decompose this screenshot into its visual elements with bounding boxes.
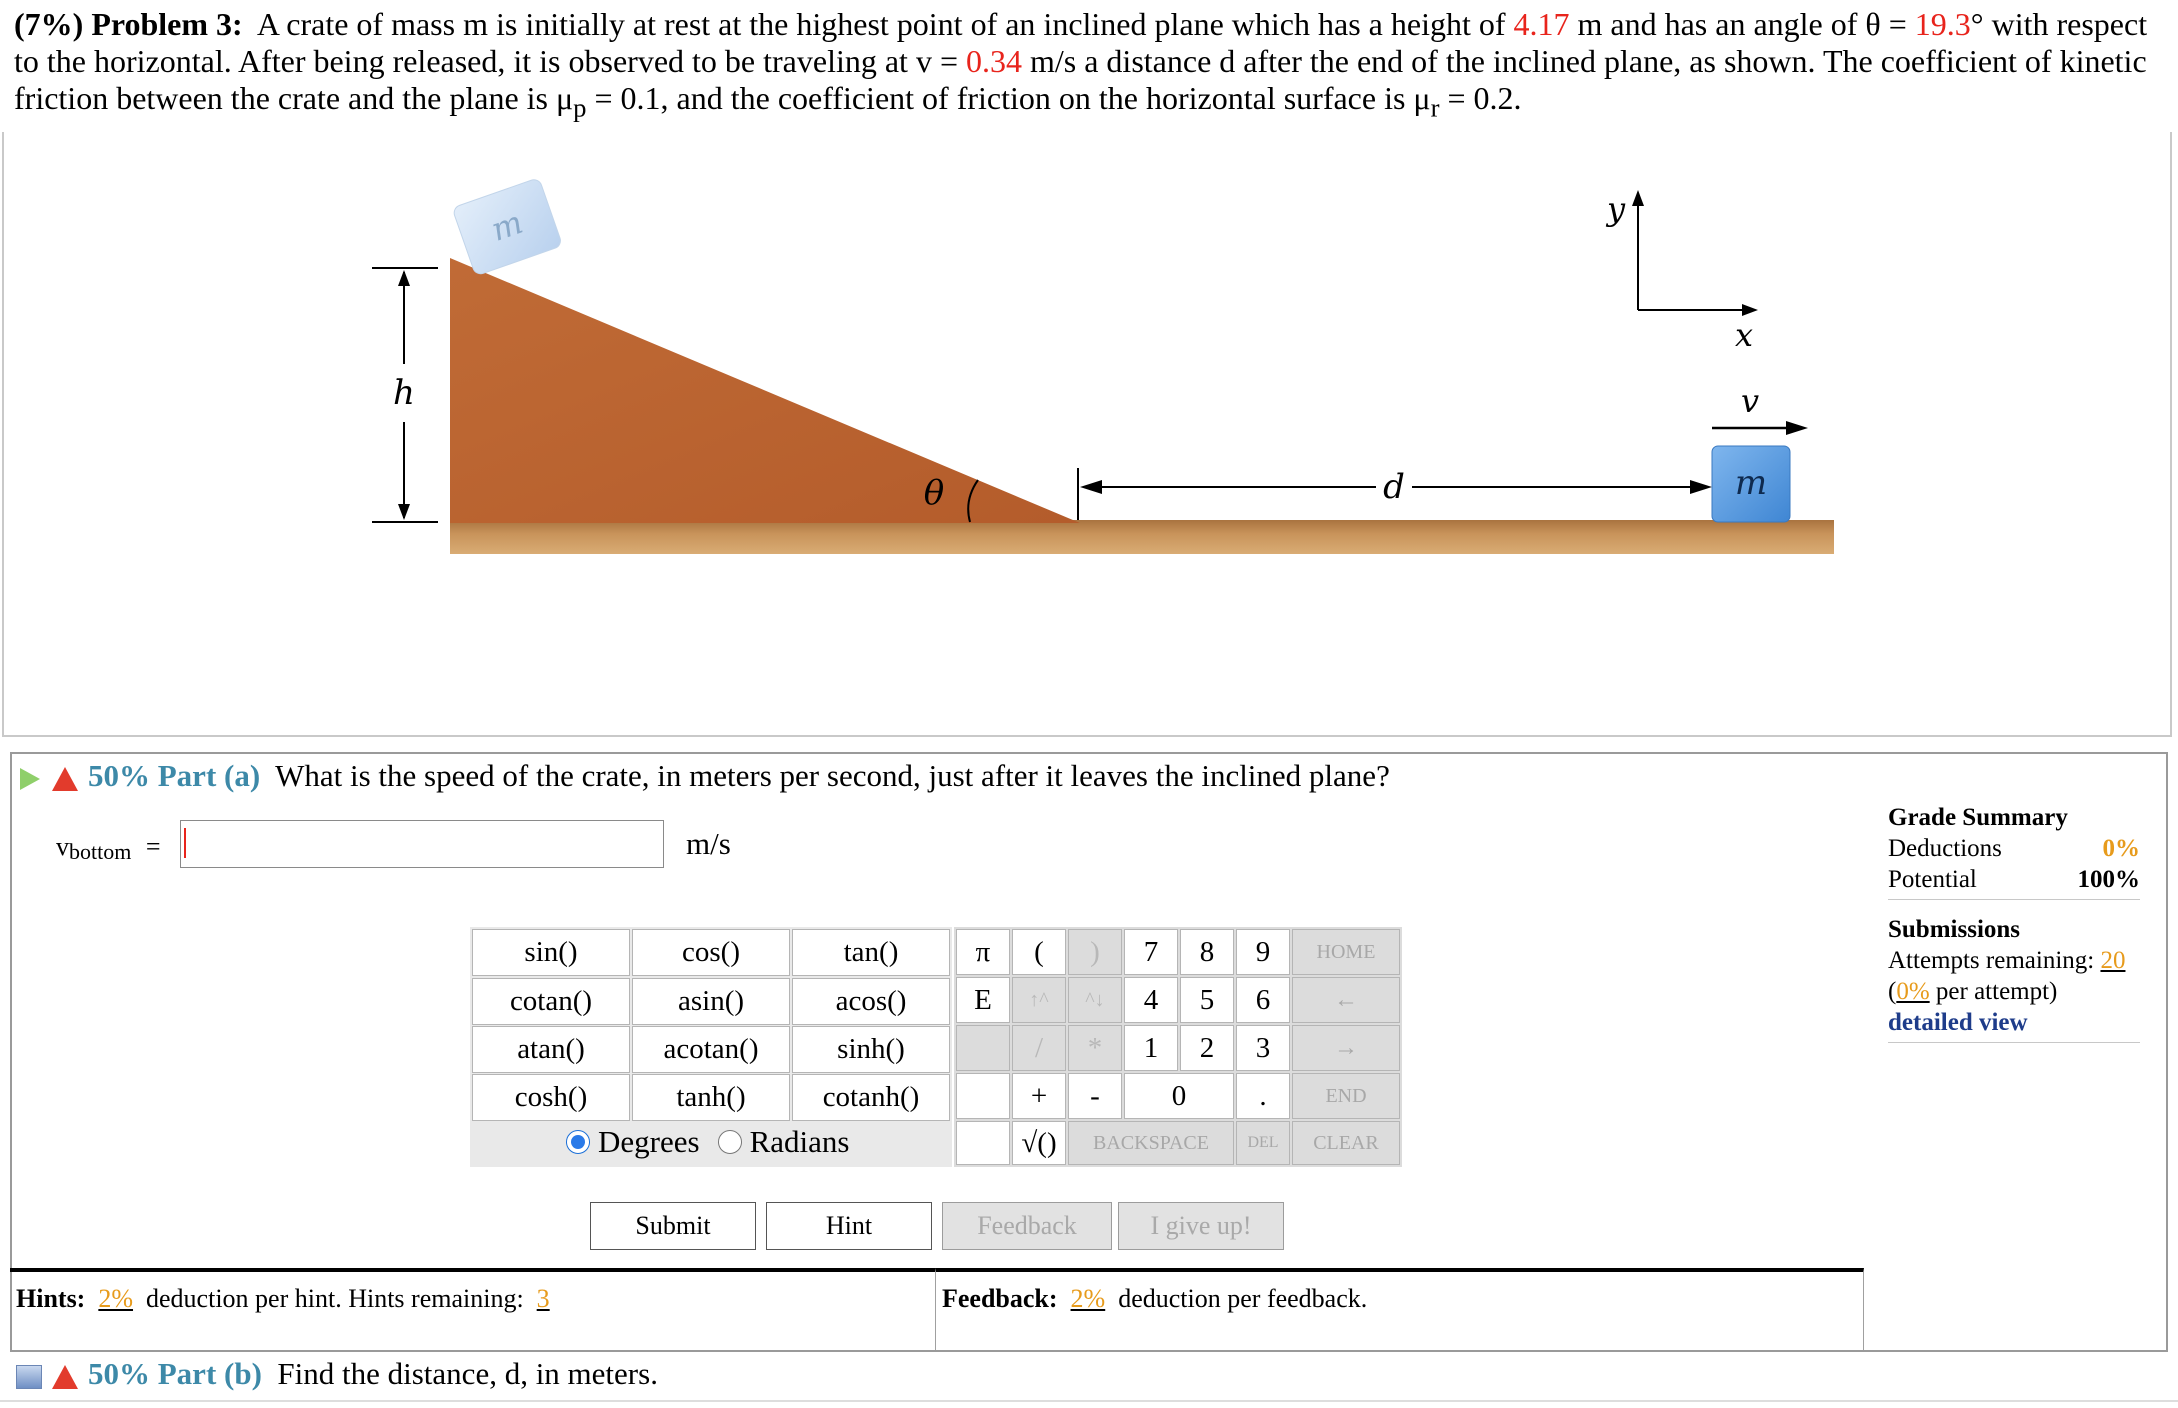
digit-7-key[interactable]: 7 [1124, 929, 1178, 975]
part-a-header[interactable] [20, 758, 1390, 794]
tanh-button[interactable]: tanh() [632, 1074, 790, 1121]
feedback-deduction: 2% [1070, 1284, 1106, 1313]
equals-sign: = [145, 832, 161, 861]
feedback-button[interactable]: Feedback [942, 1202, 1112, 1250]
problem-prefix: (7%) Problem 3: [14, 6, 243, 42]
cotanh-button[interactable]: cotanh() [792, 1074, 950, 1121]
submit-button[interactable]: Submit [590, 1202, 756, 1250]
blank-key-2 [956, 1073, 1010, 1119]
digit-8-key[interactable]: 8 [1180, 929, 1234, 975]
feedback-panel [936, 1268, 1864, 1350]
per-attempt-text: per attempt) [1935, 978, 2058, 1005]
hints-remaining: 3 [536, 1284, 550, 1313]
submissions-divider [1888, 1042, 2140, 1043]
digit-2-key[interactable]: 2 [1180, 1025, 1234, 1071]
problem-text-1: A crate of mass m is initially at rest at the highest point of an inclined plane which has a height of [256, 6, 1514, 42]
left-arrow-key[interactable]: ← [1292, 977, 1400, 1023]
pi-key[interactable]: π [956, 929, 1010, 975]
degrees-radio[interactable] [566, 1130, 590, 1154]
e-key[interactable]: E [956, 977, 1010, 1023]
label-d: d [1383, 467, 1405, 507]
incline-diagram [4, 132, 2170, 732]
mu-p-sub: p [573, 92, 587, 123]
multiply-key[interactable]: * [1068, 1025, 1122, 1071]
warning-icon-b [52, 1365, 78, 1389]
grade-summary-title: Grade Summary [1888, 804, 2068, 831]
digit-4-key[interactable]: 4 [1124, 977, 1178, 1023]
acos-button[interactable]: acos() [792, 978, 950, 1025]
digit-3-key[interactable]: 3 [1236, 1025, 1290, 1071]
angle-mode-selector [566, 1124, 849, 1160]
label-v: v [1740, 382, 1760, 420]
attempts-row [1888, 945, 2140, 976]
digit-5-key[interactable]: 5 [1180, 977, 1234, 1023]
height-value: 4.17 [1513, 6, 1570, 42]
var-main: v [56, 832, 69, 861]
text-caret [184, 828, 186, 858]
home-key[interactable]: HOME [1292, 929, 1400, 975]
answer-input[interactable] [180, 820, 664, 868]
coordinate-axes [1638, 198, 1750, 310]
part-a-percent: 50% Part (a) [88, 758, 261, 793]
deductions-value: 0% [2102, 835, 2140, 862]
blank-key-1 [956, 1025, 1010, 1071]
detailed-view-link[interactable]: detailed view [1888, 1009, 2028, 1036]
crate-top [452, 178, 563, 276]
blank-key-3 [956, 1121, 1010, 1165]
label-m-top: m [486, 202, 528, 249]
divide-key[interactable]: / [1012, 1025, 1066, 1071]
clear-key[interactable]: CLEAR [1292, 1121, 1400, 1165]
label-x: x [1734, 316, 1754, 354]
hint-button[interactable]: Hint [766, 1202, 932, 1250]
problem-statement [14, 6, 2164, 126]
label-y: y [1606, 190, 1626, 228]
problem-text-6: = 0.2. [1439, 80, 1522, 116]
problem-text-4: m/s a distance d after the end of the inclined plane, as shown. The coefficient of kinetic friction between the crate and the plane is μ [14, 43, 2147, 116]
right-paren-key[interactable]: ) [1068, 929, 1122, 975]
per-attempt-value: 0% [1896, 978, 1930, 1005]
left-paren-key[interactable]: ( [1012, 929, 1066, 975]
deductions-row [1888, 833, 2140, 864]
attempts-label: Attempts remaining: [1888, 947, 2095, 974]
radians-radio[interactable] [718, 1130, 742, 1154]
asin-button[interactable]: asin() [632, 978, 790, 1025]
deductions-label: Deductions [1888, 835, 2002, 862]
end-key[interactable]: END [1292, 1073, 1400, 1119]
grade-divider [1888, 899, 2140, 900]
sinh-button[interactable]: sinh() [792, 1026, 950, 1073]
degrees-label: Degrees [598, 1124, 700, 1159]
hint-deduction: 2% [98, 1284, 134, 1313]
give-up-button[interactable]: I give up! [1118, 1202, 1284, 1250]
atan-button[interactable]: atan() [472, 1026, 630, 1073]
hints-text: deduction per hint. Hints remaining: [146, 1284, 524, 1313]
inclined-plane [450, 258, 1080, 523]
label-m-bottom: m [1734, 463, 1768, 503]
problem-text-3: ° with respect to the horizontal. After being released, it is observed to be traveling at v = [14, 6, 2148, 79]
warning-icon [52, 767, 78, 791]
problem-text-2: m and has an angle of θ = [1569, 6, 1915, 42]
del-key[interactable]: DEL [1236, 1121, 1290, 1165]
label-theta: θ [923, 473, 945, 513]
feedback-label: Feedback: [942, 1284, 1058, 1313]
acotan-button[interactable]: acotan() [632, 1026, 790, 1073]
backspace-key[interactable]: BACKSPACE [1068, 1121, 1234, 1165]
collapsed-panel-icon[interactable] [16, 1365, 42, 1389]
cotan-button[interactable]: cotan() [472, 978, 630, 1025]
digit-9-key[interactable]: 9 [1236, 929, 1290, 975]
answer-unit: m/s [686, 826, 731, 861]
sqrt-key[interactable]: √() [1012, 1121, 1066, 1165]
sin-button[interactable]: sin() [472, 929, 630, 976]
plus-key[interactable]: + [1012, 1073, 1066, 1119]
right-arrow-key[interactable]: → [1292, 1025, 1400, 1071]
potential-label: Potential [1888, 866, 1977, 893]
part-b-header[interactable] [16, 1356, 658, 1392]
expand-triangle-icon[interactable] [20, 768, 40, 790]
tan-button[interactable]: tan() [792, 929, 950, 976]
angle-value: 19.3 [1914, 6, 1971, 42]
cos-button[interactable]: cos() [632, 929, 790, 976]
hints-panel [10, 1268, 936, 1350]
problem-text-5: = 0.1, and the coefficient of friction on the horizontal surface is μ [586, 80, 1431, 116]
per-attempt-row: (0% per attempt) [1888, 978, 2058, 1005]
var-sub: bottom [69, 839, 132, 864]
potential-row [1888, 864, 2140, 895]
decimal-key[interactable]: . [1236, 1073, 1290, 1119]
mu-r-sub: r [1430, 92, 1440, 123]
up-key[interactable]: ↑^ [1012, 977, 1066, 1023]
down-key[interactable]: ^↓ [1068, 977, 1122, 1023]
answer-variable-label [56, 832, 161, 865]
label-h: h [393, 373, 415, 413]
diagram-frame [2, 132, 2172, 737]
feedback-text: deduction per feedback. [1118, 1284, 1368, 1313]
hints-label: Hints: [16, 1284, 86, 1313]
digit-0-key[interactable]: 0 [1124, 1073, 1234, 1119]
attempts-value: 20 [2100, 947, 2126, 974]
digit-1-key[interactable]: 1 [1124, 1025, 1178, 1071]
submissions-title: Submissions [1888, 916, 2021, 943]
bottom-divider [0, 1400, 2178, 1402]
radians-label: Radians [749, 1124, 850, 1159]
speed-value: 0.34 [965, 43, 1022, 79]
potential-value: 100% [2077, 866, 2140, 893]
part-b-question: Find the distance, d, in meters. [277, 1356, 658, 1391]
part-b-percent: 50% Part (b) [88, 1356, 262, 1391]
cosh-button[interactable]: cosh() [472, 1074, 630, 1121]
part-a-question: What is the speed of the crate, in meters per second, just after it leaves the inclined plane? [275, 758, 1390, 793]
minus-key[interactable]: - [1068, 1073, 1122, 1119]
digit-6-key[interactable]: 6 [1236, 977, 1290, 1023]
grade-summary [1888, 802, 2140, 1047]
ground-surface [450, 520, 1834, 554]
